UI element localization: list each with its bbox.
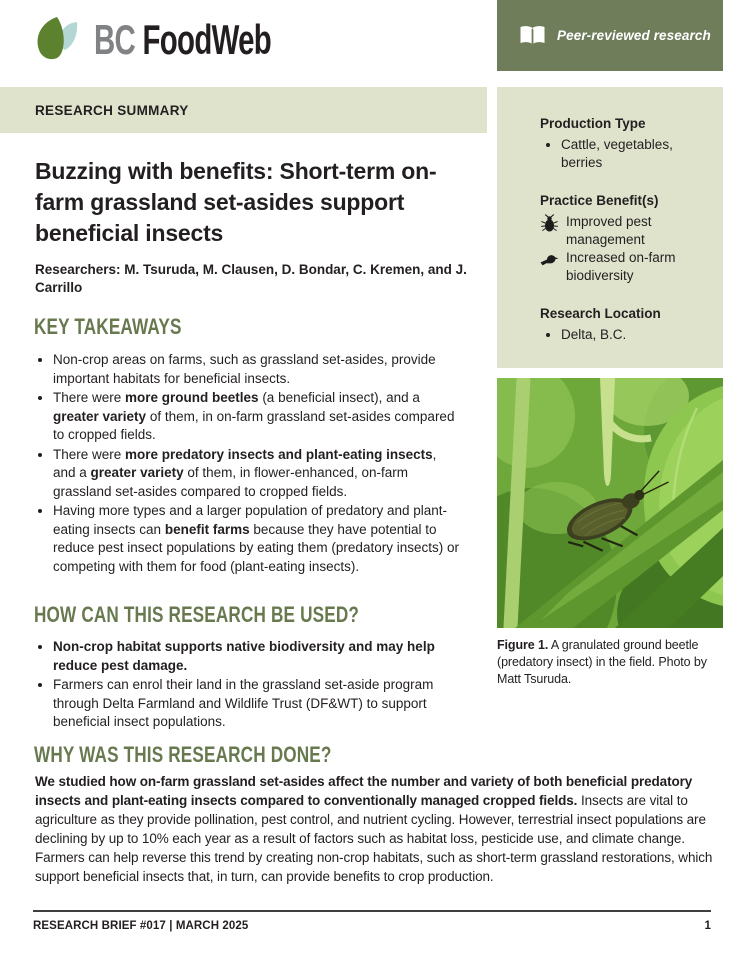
key-takeaways-heading: KEY TAKEAWAYS [34,314,182,339]
how-used-heading: HOW CAN THIS RESEARCH BE USED? [34,602,360,627]
list-item: • Cattle, vegetables, berries [561,136,707,172]
benefit-label: Improved pest management [566,214,652,247]
research-location-list [540,326,707,344]
key-takeaways-list [36,351,460,577]
logo-wordmark [94,16,271,64]
benefit-row-biodiversity [540,249,707,285]
list-item: • Having more types and a larger population of predatory and plant-eating insects can benefit farms because they have potential to reduce pest insect populations by eating them (predatory insects) or competing with them for food (plant-eating insects). [53,502,460,576]
research-summary-banner [0,87,487,133]
practice-benefits-list [540,213,707,285]
list-item: • Farmers can enrol their land in the grassland set-aside program through Delta Farmland and Wildlife Trust (DF&WT) to support beneficial insect populations. [53,676,460,732]
logo-foodweb-text: FoodWeb [142,16,272,63]
list-item: • Non-crop areas on farms, such as grassland set-asides, provide important habitats for beneficial insects. [53,351,460,388]
production-type-heading: Production Type [540,116,646,131]
researchers-line: Researchers: M. Tsuruda, M. Clausen, D. Bondar, C. Kremen, and J. Carrillo [35,262,467,295]
research-location-heading: Research Location [540,306,661,321]
how-used-list [36,638,460,733]
footer [33,920,711,932]
practice-benefits-heading: Practice Benefit(s) [540,193,659,208]
footer-page-number: 1 [704,920,711,932]
list-item: • Non-crop habitat supports native biodiversity and may help reduce pest damage. [53,638,460,675]
banner-label: RESEARCH SUMMARY [35,102,189,118]
info-sidebar [497,87,723,368]
leaf-logo-icon [30,14,82,66]
figure-1-caption: Figure 1. A granulated ground beetle (predatory insect) in the field. Photo by Matt Tsuruda. [497,638,707,686]
why-done-paragraph: We studied how on-farm grassland set-asides affect the number and variety of both beneficial predatory insects and plant-eating insects compared to conventionally managed cropped fields. Insects are vital to agriculture as they provide pollination, pest control, and nutrient cycling. However, terrestrial insect populations are declining by up to 10% each year as a result of factors such as habitat loss, pesticide use, and climate change. Farmers can help reverse this trend by creating non-crop habitats, such as short-term grassland restorations, which support beneficial insects that, in turn, can provide benefits to crop production. [35,774,713,884]
why-done-heading: WHY WAS THIS RESEARCH DONE? [34,742,332,767]
peer-reviewed-badge [497,0,723,71]
page-title: Buzzing with benefits: Short-term on-farm grassland set-asides support beneficial insects [35,158,437,246]
footer-brief-label: RESEARCH BRIEF #017 | MARCH 2025 [33,920,249,932]
insect-icon [540,214,559,233]
logo-bc-text: BC [94,16,136,63]
bc-foodweb-logo [30,14,347,66]
footer-divider [33,910,711,912]
benefit-row-pest [540,213,707,249]
list-item: • Delta, B.C. [561,326,707,344]
open-book-icon [519,25,546,46]
badge-label: Peer-reviewed research [557,28,711,43]
benefit-label: Increased on-farm biodiversity [566,250,676,283]
list-item: • There were more ground beetles (a beneficial insect), and a greater variety of them, in on-farm grassland set-asides compared to cropped fields. [53,389,460,445]
production-type-list [540,136,707,172]
bird-icon [540,250,559,269]
figure-1-photo [497,378,723,628]
list-item: • There were more predatory insects and plant-eating insects, and a greater variety of them, in flower-enhanced, on-farm grassland set-asides compared to cropped fields. [53,446,460,502]
